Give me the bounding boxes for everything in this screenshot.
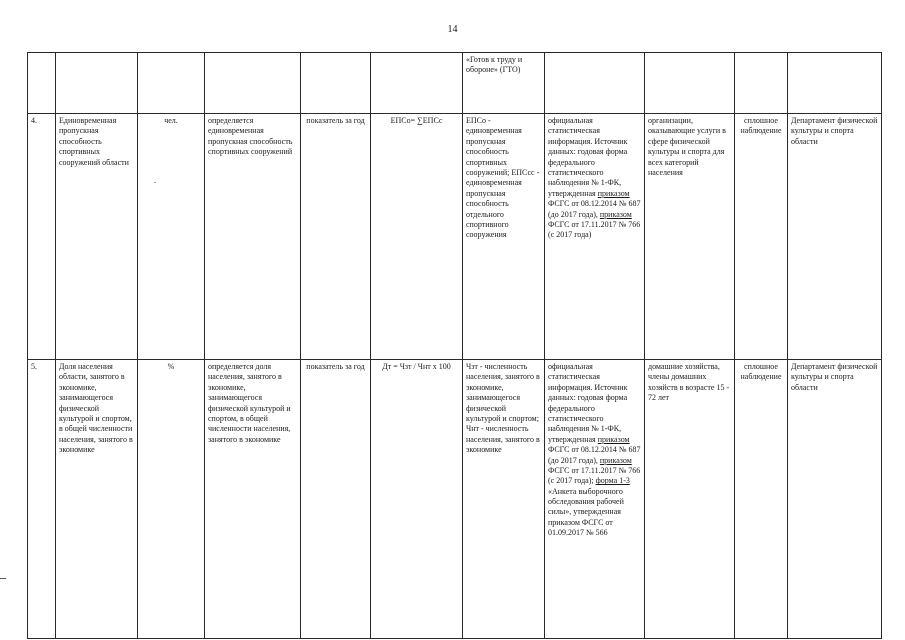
cell-empty <box>138 53 205 114</box>
row-number: 4. <box>28 114 56 360</box>
order-link[interactable]: приказом <box>599 209 632 219</box>
unit: % <box>138 360 205 639</box>
source-text: ФСГС от 17.11.2017 № 766 (с 2017 года) <box>548 219 641 240</box>
source-text: «Анкета выборочного обследования рабочей силы», утвержденная приказом ФСГС от 01.09.2017 № 566 <box>548 486 624 538</box>
responsible-body: Департамент физической культуры и спорта области <box>788 114 882 360</box>
time-basis: показатель за год <box>301 114 371 360</box>
cell-empty <box>788 53 882 114</box>
order-link[interactable]: приказом <box>597 188 630 198</box>
table-header-continuation-row <box>28 53 882 114</box>
cell-empty <box>645 53 735 114</box>
time-basis: показатель за год <box>301 360 371 639</box>
cell-empty <box>371 53 463 114</box>
definition: определяется единовременная пропускная способность спортивных сооружений <box>205 114 301 360</box>
source-text: официальная статистическая информация. Источник данных: годовая форма федерального статистического наблюдения № 1-ФК, утвержденная <box>548 116 628 198</box>
observation-scope: домашние хозяйства, члены домашних хозяйств в возрасте 15 - 72 лет <box>645 360 735 639</box>
responsible-body: Департамент физической культуры и спорта области <box>788 360 882 639</box>
table-row <box>28 360 882 639</box>
order-link[interactable]: приказом <box>597 434 630 444</box>
scan-speck <box>154 182 156 183</box>
definition: определяется доля населения, занятого в экономике, занимающегося физической культурой и спортом, в общей численности населения, занятого в экономике <box>205 360 301 639</box>
source-text: ФСГС от 08.12.2014 № 687 (до 2017 года), <box>548 199 641 219</box>
cell-empty <box>301 53 371 114</box>
cell-empty <box>205 53 301 114</box>
observation-method: сплошное наблюдение <box>735 360 788 639</box>
margin-tick-mark <box>0 578 6 579</box>
unit: чел. <box>138 114 205 360</box>
page-number: 14 <box>447 24 458 35</box>
cell-empty <box>56 53 138 114</box>
row-number: 5. <box>28 360 56 639</box>
table-row <box>28 114 882 360</box>
indicator-name: Доля населения области, занятого в экономике, занимающегося физической культурой и спортом, в общей численности населения, занятого в экономике <box>56 360 138 639</box>
cell-gto-header: «Готов к труду и обороне» (ГТО) <box>463 53 545 114</box>
formula: ЕПСо= ∑ЕПСс <box>371 114 463 360</box>
order-link[interactable]: приказом <box>599 455 632 465</box>
indicator-name: Единовременная пропускная способность спортивных сооружений области <box>56 114 138 360</box>
cell-empty <box>545 53 645 114</box>
indicators-table <box>27 52 882 639</box>
data-source <box>545 114 645 360</box>
form-link[interactable]: форма 1-3 <box>595 476 630 486</box>
observation-method: сплошное наблюдение <box>735 114 788 360</box>
observation-scope: организации, оказывающие услуги в сфере физической культуры и спорта для всех категорий населения <box>645 114 735 360</box>
source-text: ФСГС от 08.12.2014 № 687 (до 2017 года), <box>548 445 641 465</box>
source-text: ФСГС от 17.11.2017 № 766 (с 2017 года); <box>548 465 641 486</box>
formula-variables: ЕПСо - единовременная пропускная способность спортивных сооружений; ЕПСсс - единовременная пропускная способность отдельного спортивного сооружения <box>463 114 545 360</box>
data-source <box>545 360 645 639</box>
cell-empty <box>735 53 788 114</box>
cell-empty <box>28 53 56 114</box>
formula-variables: Чзт - численность населения, занятого в экономике, занимающегося физической культурой и спортом; Чнт - численность населения, занятого в экономике <box>463 360 545 639</box>
formula: Дт = Чзт / Чнт х 100 <box>371 360 463 639</box>
source-text: официальная статистическая информация. Источник данных: годовая форма федерального статистического наблюдения № 1-ФК, утвержденная <box>548 362 628 444</box>
